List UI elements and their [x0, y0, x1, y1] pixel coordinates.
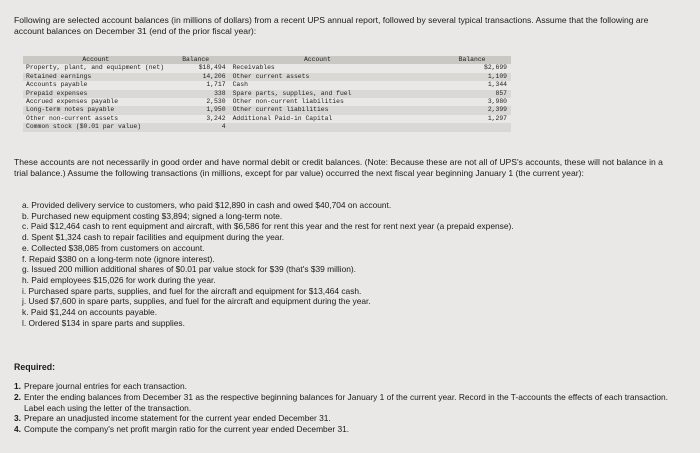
- required-list: [14, 381, 684, 435]
- table-header: [23, 56, 511, 64]
- note-text: These accounts are not necessarily in good order and have normal debit or credit balances. (Note: Because these are not all of UPS's accounts, these will not balance in a trial balance.) Assume the following transactions (in millions, except for par value) occurred the next fiscal year beginning January 1 (the current year):: [14, 157, 663, 178]
- account-balance: 1,297: [487, 114, 507, 122]
- list-item: f. Repaid $380 on a long-term note (ignore interest).: [22, 253, 215, 264]
- table-row: [23, 123, 511, 131]
- table-row: [23, 106, 511, 114]
- account-balance: 1,950: [206, 106, 226, 114]
- account-name: Cash: [232, 81, 248, 89]
- list-item: [14, 392, 684, 414]
- list-item: d. Spent $1,324 cash to repair facilities and equipment during the year.: [22, 232, 285, 243]
- account-balance: $18,494: [198, 64, 226, 72]
- table-row: [23, 115, 511, 123]
- account-name: Other non-current liabilities: [232, 98, 344, 106]
- required-heading: Required:: [14, 362, 56, 372]
- header-balance-right: Balance: [437, 56, 511, 64]
- table-row: [23, 64, 511, 72]
- account-balance: 1,109: [487, 72, 507, 80]
- table-row: [23, 90, 511, 98]
- account-name: Common stock ($0.01 par value): [26, 123, 142, 131]
- account-name: [230, 123, 403, 131]
- account-name: Other non-current assets: [26, 114, 119, 122]
- list-item: [14, 381, 684, 392]
- account-name: Retained earnings: [26, 72, 92, 80]
- list-item: b. Purchased new equipment costing $3,894; signed a long-term note.: [22, 210, 283, 221]
- account-name: Receivables: [232, 64, 275, 72]
- header-balance-left: Balance: [166, 56, 230, 64]
- account-balance: 4: [221, 123, 226, 131]
- list-item: [14, 424, 684, 435]
- account-name: Other current assets: [232, 72, 310, 80]
- item-text: Enter the ending balances from December 31 as the respective beginning balances for January 1 of the current year. Record in the T-accounts the effects of each transaction. Label each using the letter of the transaction.: [24, 391, 669, 413]
- table-row: [23, 73, 511, 81]
- table-row: [23, 98, 511, 106]
- list-item: k. Paid $1,244 on accounts payable.: [22, 307, 158, 318]
- account-name: Additional Paid-in Capital: [232, 114, 333, 122]
- account-balances-table: [23, 56, 511, 132]
- account-balance: $2,699: [483, 64, 507, 72]
- account-name: Accrued expenses payable: [26, 98, 119, 106]
- item-number: 3.: [14, 413, 21, 424]
- account-balance: [437, 123, 511, 131]
- account-name: Other current liabilities: [232, 106, 329, 114]
- intro-text: Following are selected account balances (in millions of dollars) from a recent UPS annual report, followed by several typical transactions. Assume that the following are account balances on December 31 (end of the prior fiscal year):: [14, 15, 649, 36]
- item-text: Prepare journal entries for each transaction.: [24, 381, 187, 391]
- list-item: a. Provided delivery service to customers, who paid $12,890 in cash and owed $40,704 on account.: [22, 200, 392, 210]
- list-item: [14, 413, 684, 424]
- item-number: 1.: [14, 381, 21, 391]
- account-balance: 857: [495, 89, 507, 97]
- list-item: h. Paid employees $15,026 for work during the year.: [22, 274, 216, 285]
- header-account-left: Account: [23, 56, 166, 64]
- item-text: Prepare an unadjusted income statement for the current year ended December 31.: [24, 413, 331, 424]
- transactions-list: [22, 200, 672, 328]
- account-balance: 2,399: [487, 106, 507, 114]
- item-number: 2.: [14, 391, 21, 402]
- account-balance: 2,530: [206, 98, 226, 106]
- account-balance: 338: [214, 89, 226, 97]
- account-name: Accounts payable: [26, 81, 88, 89]
- list-item: j. Used $7,600 in spare parts, supplies, and fuel for the aircraft and equipment during the year.: [22, 296, 371, 307]
- account-balance: 3,242: [206, 114, 226, 122]
- table-row: [23, 81, 511, 89]
- list-item: l. Ordered $134 in spare parts and supplies.: [22, 317, 185, 328]
- account-balance: 14,206: [202, 72, 226, 80]
- list-item: g. Issued 200 million additional shares of $0.01 par value stock for $39 (that's $39 million).: [22, 264, 356, 275]
- account-name: Long-term notes payable: [26, 106, 115, 114]
- account-balance: 1,344: [487, 81, 507, 89]
- item-text: Compute the company's net profit margin ratio for the current year ended December 31.: [24, 424, 350, 435]
- list-item: c. Paid $12,464 cash to rent equipment and aircraft, with $6,586 for rent this year and the rest for rent next year (a prepaid expense).: [22, 221, 514, 232]
- list-item: i. Purchased spare parts, supplies, and fuel for the aircraft and equipment for $13,464 cash.: [22, 285, 362, 296]
- header-account-right: Account: [230, 56, 403, 64]
- account-name: Prepaid expenses: [26, 89, 88, 97]
- item-number: 4.: [14, 424, 21, 435]
- account-balance: 1,717: [206, 81, 226, 89]
- account-balance: 3,980: [487, 98, 507, 106]
- account-name: Spare parts, supplies, and fuel: [232, 89, 352, 97]
- list-item: e. Collected $38,085 from customers on account.: [22, 242, 205, 253]
- account-name: Property, plant, and equipment (net): [26, 64, 165, 72]
